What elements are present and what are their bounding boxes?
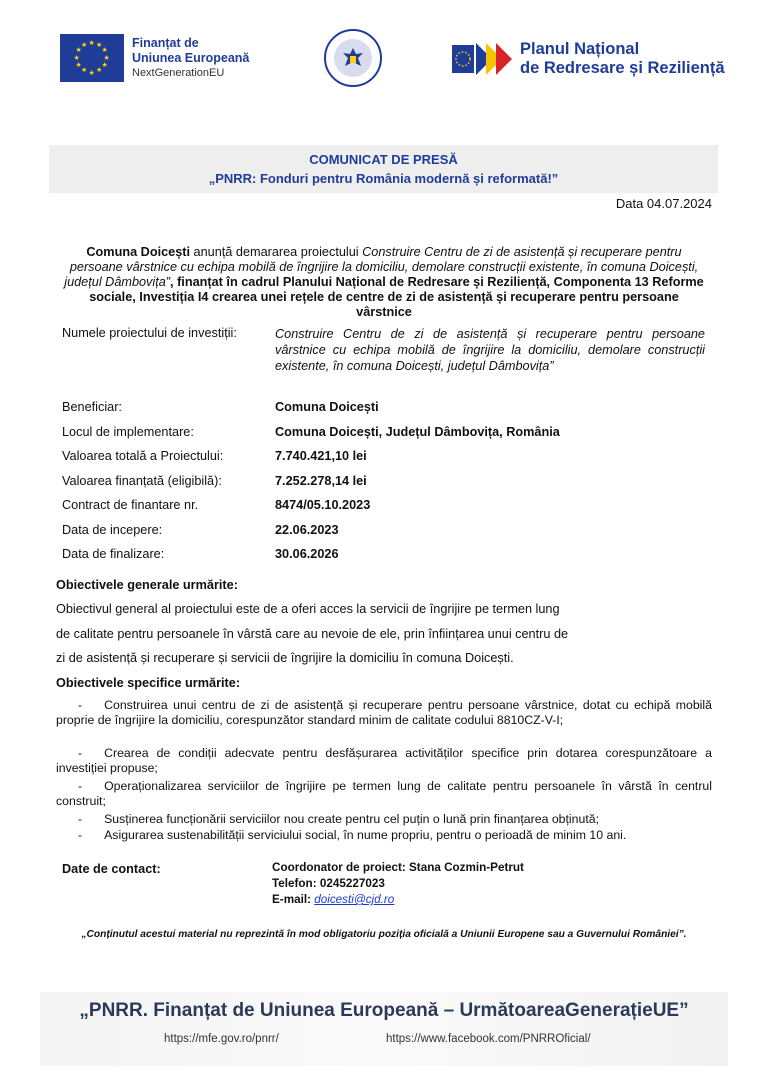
eu-star-icon: ★ bbox=[88, 39, 95, 47]
intro-funding: , finanțat în cadrul Planului Național de Redresare și Reziliență, Componenta 13 Reforme sociale, Investiția I4 crearea unei rețele de centre de zi de asistență și recuperare pentru persoane vârstnice bbox=[89, 275, 704, 319]
footer-slogan: „PNRR. Finanțat de Uniunea Europeană – UrmătoareaGenerațieUE” bbox=[79, 1000, 689, 1021]
release-date: Data 04.07.2024 bbox=[615, 196, 712, 211]
contact-email-label: E-mail: bbox=[272, 893, 315, 906]
detail-value: 7.252.278,14 lei bbox=[275, 474, 367, 488]
pnrr-logo-line2: de Redresare și Reziliență bbox=[520, 59, 725, 77]
eu-logo-line1: Finanțat de bbox=[132, 35, 199, 50]
footer-link-mfe[interactable]: https://mfe.gov.ro/pnrr/ bbox=[164, 1033, 279, 1045]
detail-value: 22.06.2023 bbox=[275, 523, 339, 537]
contact-email-link[interactable]: doicesti@cjd.ro bbox=[314, 893, 395, 906]
contact-phone: Telefon: 0245227023 bbox=[272, 877, 385, 890]
project-name-value: Construire Centru de zi de asistență și recuperare pentru persoane vârstnice cu echipa mobilă de îngrijire la domiciliu, demolare construcții existente, în comuna Doicești, județul Dâmbovița” bbox=[275, 327, 705, 373]
eu-star-icon: ★ bbox=[96, 67, 103, 75]
press-release-subheading: „PNRR: Fonduri pentru România modernă și reformată!” bbox=[208, 171, 559, 186]
detail-label: Valoarea totală a Proiectului: bbox=[62, 449, 224, 463]
detail-value: Comuna Doicești, Județul Dâmbovița, România bbox=[275, 425, 560, 439]
eagle-icon bbox=[340, 45, 366, 71]
specific-objectives-title: Obiectivele specifice urmărite: bbox=[56, 676, 241, 690]
contact-label: Date de contact: bbox=[62, 862, 161, 876]
detail-label: Locul de implementare: bbox=[62, 425, 194, 439]
contact-coordinator: Coordonator de proiect: Stana Cozmin-Petrut bbox=[272, 861, 524, 874]
contact-email-row bbox=[272, 893, 394, 906]
eu-star-icon: ★ bbox=[81, 67, 88, 75]
press-release-heading: COMUNICAT DE PRESĂ bbox=[309, 152, 458, 167]
eu-logo-line3: NextGenerationEU bbox=[132, 66, 225, 79]
detail-label: Data de finalizare: bbox=[62, 547, 165, 561]
specific-objective-item: - Crearea de condiții adecvate pentru desfășurarea activităților specifice prin dotarea corespunzătoare a investiției propuse; bbox=[56, 746, 712, 775]
eu-star-icon: ★ bbox=[101, 47, 108, 54]
detail-value: 8474/05.10.2023 bbox=[275, 498, 371, 512]
intro-project-title: Construire Centru de zi de asistență și recuperare pentru persoane vârstnice cu echipa mobilă de îngrijire la domiciliu, demolare construcții existente, în comuna Doicești, județul Dâmbovița” bbox=[64, 245, 699, 289]
intro-announce: anunță demararea proiectului bbox=[190, 245, 363, 259]
intro-beneficiary: Comuna Doicești bbox=[86, 245, 191, 259]
detail-label: Data de incepere: bbox=[62, 523, 163, 537]
eu-star-icon: ★ bbox=[103, 54, 110, 62]
general-objective-line: de calitate pentru persoanele în vârstă care au nevoie de ele, prin înființarea unui centru de bbox=[56, 627, 569, 641]
eu-funding-logo bbox=[60, 33, 262, 83]
eu-flag-icon bbox=[60, 34, 124, 82]
detail-label: Beneficiar: bbox=[62, 400, 122, 414]
intro-paragraph bbox=[60, 245, 708, 320]
government-seal-icon bbox=[324, 29, 382, 87]
pnrr-logo bbox=[452, 36, 734, 82]
footer-link-facebook[interactable]: https://www.facebook.com/PNRROficial/ bbox=[386, 1033, 591, 1045]
detail-value: 7.740.421,10 lei bbox=[275, 449, 367, 463]
eu-star-icon: ★ bbox=[96, 41, 103, 49]
eu-star-icon: ★ bbox=[75, 47, 82, 54]
detail-label: Contract de finantare nr. bbox=[62, 498, 199, 512]
general-objectives-title: Obiectivele generale urmărite: bbox=[56, 578, 238, 592]
eu-star-icon: ★ bbox=[101, 62, 108, 69]
specific-objective-item: - Construirea unui centru de zi de asistență și recuperare pentru persoane vârstnice, dotat cu echipă mobilă proprie de îngrijire la domiciliu, corespunzător standard minim de calitate codului 8810CZ-V-I; bbox=[56, 698, 712, 727]
general-objective-line: Obiectivul general al proiectului este de a oferi acces la servicii de îngrijire pe termen lung bbox=[56, 602, 560, 616]
detail-value: 30.06.2026 bbox=[275, 547, 339, 561]
pnrr-logo-line1: Planul Național bbox=[520, 40, 640, 58]
eu-logo-line2: Uniunea Europeană bbox=[132, 50, 250, 65]
detail-label: Valoarea finanțată (eligibilă): bbox=[62, 474, 222, 488]
specific-objective-item: - Operaționalizarea serviciilor de îngrijire pe termen lung de calitate pentru persoanele în vârstă în centrul construit; bbox=[56, 779, 712, 808]
detail-value: Comuna Doicești bbox=[275, 400, 379, 414]
specific-objective-item: - Susținerea funcționării serviciilor nou create pentru cel puțin o lună prin finanțarea obținută; bbox=[78, 812, 600, 826]
project-name-label: Numele proiectului de investiții: bbox=[62, 326, 237, 340]
eu-star-icon: ★ bbox=[73, 54, 80, 62]
eu-star-icon: ★ bbox=[81, 41, 88, 49]
general-objective-line: zi de asistență și recuperare și servicii de îngrijire la domiciliu în comuna Doicești. bbox=[56, 651, 514, 665]
specific-objective-item: - Asigurarea sustenabilității serviciului social, în nume propriu, pentru o perioadă de minim 10 ani. bbox=[78, 828, 627, 842]
pnrr-flag-icon bbox=[452, 39, 514, 79]
eu-disclaimer: „Conținutul acestui material nu reprezintă în mod obligatoriu poziția oficială a Uniunii Europene sau a Guvernului României”. bbox=[81, 929, 687, 940]
eu-star-icon: ★ bbox=[88, 69, 95, 77]
eu-star-icon: ★ bbox=[75, 62, 82, 69]
